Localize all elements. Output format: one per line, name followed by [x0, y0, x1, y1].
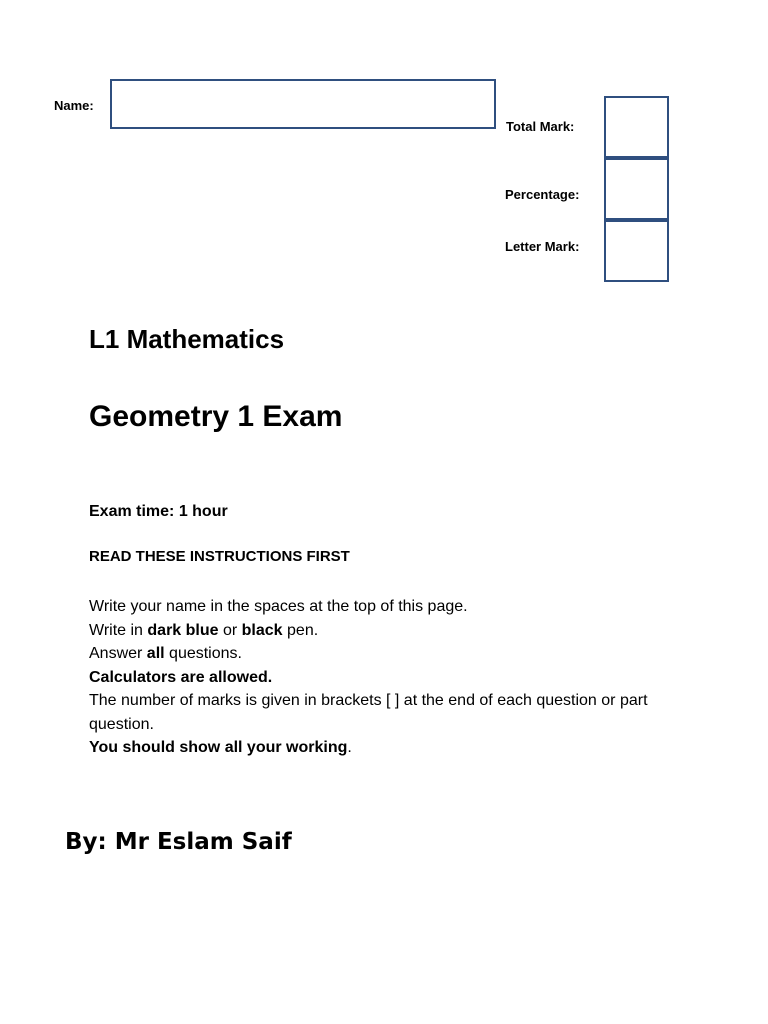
total-mark-label: Total Mark: — [506, 119, 575, 134]
instruction-text: Write in — [89, 621, 148, 639]
instruction-line — [89, 619, 709, 643]
percentage-box[interactable] — [604, 158, 669, 220]
exam-time: Exam time: 1 hour — [89, 503, 228, 520]
instructions-heading: READ THESE INSTRUCTIONS FIRST — [89, 548, 350, 565]
instruction-text: questions. — [164, 645, 242, 662]
letter-mark-box[interactable] — [604, 220, 669, 282]
instruction-text: or — [218, 621, 242, 639]
instruction-text: . — [347, 739, 352, 756]
instruction-line: Write your name in the spaces at the top of this page. — [89, 598, 468, 615]
instruction-line: The number of marks is given in brackets [ ] at the end of each question or part question. — [89, 692, 648, 733]
percentage-label: Percentage: — [505, 187, 580, 202]
instruction-text: pen. — [282, 621, 319, 639]
instruction-emphasis: dark blue — [147, 621, 219, 639]
name-field[interactable] — [110, 79, 496, 129]
total-mark-box[interactable] — [604, 96, 669, 158]
subject-title: L1 Mathematics — [89, 324, 285, 354]
letter-mark-label: Letter Mark: — [505, 239, 580, 254]
exam-title: Geometry 1 Exam — [89, 400, 343, 433]
name-label: Name: — [54, 98, 94, 113]
instruction-line — [89, 666, 709, 690]
instructions-list — [89, 595, 709, 760]
instruction-emphasis: black — [241, 621, 283, 639]
instruction-emphasis: You should show all your working — [89, 739, 348, 756]
instruction-text: Answer — [89, 645, 147, 662]
instruction-emphasis: all — [146, 645, 165, 662]
instruction-emphasis: Calculators are allowed. — [89, 668, 273, 686]
author-credit: By: Mr Eslam Saif — [65, 829, 292, 855]
instruction-line — [89, 736, 709, 760]
instruction-line — [89, 642, 709, 666]
